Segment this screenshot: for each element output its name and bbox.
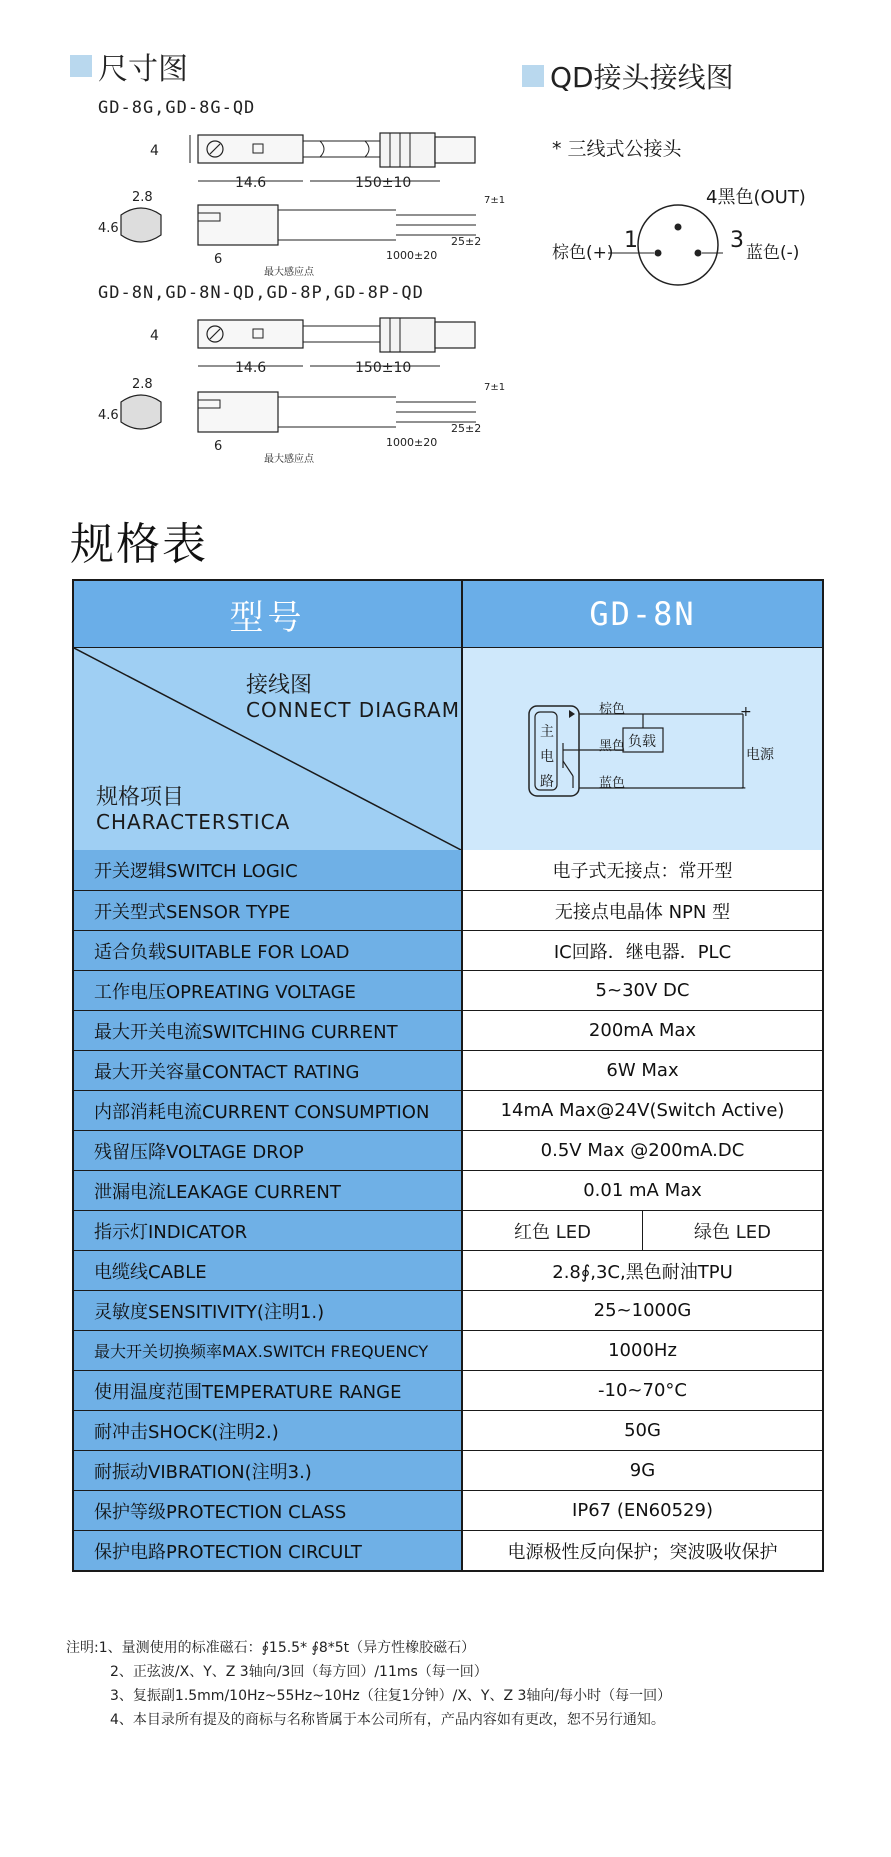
spec-title: 规格表 (70, 519, 208, 570)
dim-len-body-a: 14.6 (235, 175, 267, 191)
dim-len-body-b: 14.6 (235, 360, 267, 376)
dim-w28-a: 2.8 (132, 190, 153, 205)
dim-lead7-a: 7±1 (484, 195, 506, 206)
row-label: 开关逻辑SWITCH LOGIC (74, 850, 463, 890)
indicator-red: 红色 LED (514, 1221, 591, 1243)
row-value: IC回路．继电器．PLC (553, 941, 732, 963)
spec-header-row (74, 581, 822, 647)
table-row (74, 1410, 822, 1450)
table-row (74, 1090, 822, 1130)
qd-pin3-color-label: 蓝色(-) (746, 243, 800, 263)
header-model-value: GD-8N (463, 581, 822, 647)
table-row (74, 930, 822, 970)
row-value: 0.5V Max @200mA.DC (540, 1140, 745, 1161)
npn-circuit-diagram (523, 698, 773, 818)
row-label: 开关型式SENSOR TYPE (74, 891, 463, 930)
row-value: 2.8∮,3C,黑色耐油TPU (552, 1261, 733, 1283)
indicator-label: 指示灯INDICATOR (74, 1211, 463, 1250)
row-label: 工作电压OPREATING VOLTAGE (74, 971, 463, 1010)
circuit-main-1: 主 (540, 724, 554, 740)
row-value: 电子式无接点：常开型 (552, 861, 733, 882)
title-square-icon (522, 65, 544, 87)
table-row (74, 850, 822, 890)
circuit-black-label: 黑色 (599, 739, 626, 754)
dim-d6-a: 6 (214, 252, 223, 267)
row-label: 使用温度范围TEMPERATURE RANGE (74, 1371, 463, 1410)
row-value: -10~70°C (598, 1380, 687, 1401)
row-value: 0.01 mA Max (583, 1180, 702, 1201)
table-row (74, 1370, 822, 1410)
characteristics-cn: 规格项目 (96, 785, 185, 810)
row-value: 50G (624, 1420, 661, 1441)
dim-len-cable-a: 150±10 (355, 175, 412, 191)
row-label: 耐冲击SHOCK(注明2.) (74, 1411, 463, 1450)
sensor-b-side-drawing (96, 372, 526, 472)
qd-pin1-color-label: 棕色(+) (552, 243, 614, 263)
diagram-image-cell (463, 648, 822, 850)
model-label-b: GD-8N,GD-8N-QD,GD-8P,GD-8P-QD (98, 283, 424, 303)
table-row (74, 1170, 822, 1210)
dimension-title-text: 尺寸图 (98, 52, 188, 87)
row-value: 1000Hz (608, 1340, 677, 1361)
dim-w28-b: 2.8 (132, 377, 153, 392)
row-value: 6W Max (606, 1060, 679, 1081)
dim-max-point-b: 最大感应点 (264, 454, 314, 465)
characteristics-en: CHARACTERSTICA (96, 810, 291, 834)
dim-cable-len-b: 1000±20 (386, 436, 438, 449)
table-row (74, 1330, 822, 1370)
row-label: 保护电路PROTECTION CIRCULT (74, 1531, 463, 1570)
qd-pin1-number: 1 (624, 228, 638, 253)
row-label: 耐振动VIBRATION(注明3.) (74, 1451, 463, 1490)
qd-subtitle: * 三线式公接头 (552, 138, 682, 160)
table-row (74, 1450, 822, 1490)
sensor-a-side-drawing (96, 185, 526, 285)
table-row (74, 1490, 822, 1530)
dim-lead7-b: 7±1 (484, 382, 506, 393)
qd-title-text: QD接头接线图 (550, 61, 734, 94)
diagram-row (74, 647, 822, 850)
row-value: 5~30V DC (595, 980, 690, 1001)
table-row (74, 970, 822, 1010)
dim-len-cable-b: 150±10 (355, 360, 412, 376)
dimension-section-title (70, 44, 188, 88)
row-value: 25~1000G (593, 1300, 692, 1321)
note-4: 4、本目录所有提及的商标与名称皆属于本公司所有，产品内容如有更改，恕不另行通知。 (110, 1712, 665, 1728)
notes-block (66, 1636, 671, 1732)
table-row (74, 1290, 822, 1330)
connect-diagram-en: CONNECT DIAGRAM (246, 698, 460, 722)
row-value: 14mA Max@24V(Switch Active) (500, 1100, 785, 1121)
note-1: 注明:1、量测使用的标准磁石：∮15.5* ∮8*5t（异方性橡胶磁石） (66, 1640, 476, 1656)
row-label: 最大开关电流SWITCHING CURRENT (74, 1011, 463, 1050)
circuit-blue-label: 蓝色 (599, 776, 626, 791)
dim-h4-b: 4 (150, 328, 159, 344)
spec-table (72, 579, 824, 1572)
note-2: 2、正弦波/X、Y、Z 3轴向/3回（每方回）/11ms（每一回） (110, 1664, 488, 1680)
row-label: 最大开关容量CONTACT RATING (74, 1051, 463, 1090)
note-3: 3、复振副1.5mm/10Hz~55Hz~10Hz（往复1分钟）/X、Y、Z 3轴向/每小时（每一回） (110, 1688, 672, 1704)
dim-d6-b: 6 (214, 439, 223, 454)
dim-cable-len-a: 1000±20 (386, 249, 438, 262)
table-row (74, 1130, 822, 1170)
circuit-brown-label: 棕色 (599, 702, 626, 717)
sensor-b-top-drawing (150, 310, 510, 380)
row-label: 残留压降VOLTAGE DROP (74, 1131, 463, 1170)
row-value: 电源极性反向保护；突波吸收保护 (507, 1541, 778, 1563)
dim-lead25-a: 25±2 (451, 235, 482, 248)
qd-section-title (522, 56, 734, 96)
model-label-a: GD-8G,GD-8G-QD (98, 98, 256, 118)
qd-pin4-label: 4黑色(OUT) (706, 187, 806, 208)
row-value: 无接点电晶体 NPN 型 (554, 901, 731, 923)
qd-pin3-number: 3 (730, 228, 744, 253)
indicator-values (463, 1211, 822, 1250)
dim-h46-b: 4.6 (98, 408, 119, 423)
table-row (74, 1250, 822, 1290)
table-row (74, 1530, 822, 1570)
circuit-power-label: 电源 (746, 747, 774, 763)
row-label: 内部消耗电流CURRENT CONSUMPTION (74, 1091, 463, 1130)
row-value: 9G (629, 1460, 656, 1481)
indicator-green: 绿色 LED (642, 1211, 822, 1250)
dim-max-point-a: 最大感应点 (264, 267, 314, 278)
row-value: IP67 (EN60529) (572, 1500, 713, 1521)
dim-h46-a: 4.6 (98, 221, 119, 236)
circuit-main-2: 电 (540, 749, 554, 765)
circuit-minus-label: - (741, 780, 747, 796)
row-label: 最大开关切换频率MAX.SWITCH FREQUENCY (74, 1331, 463, 1370)
table-row (74, 1050, 822, 1090)
header-model-label: 型号 (74, 581, 463, 647)
row-label: 电缆线CABLE (74, 1251, 463, 1290)
row-label: 灵敏度SENSITIVITY(注明1.) (74, 1291, 463, 1330)
row-label: 泄漏电流LEAKAGE CURRENT (74, 1171, 463, 1210)
row-label: 保护等级PROTECTION CLASS (74, 1491, 463, 1530)
spec-rows (74, 850, 822, 1570)
circuit-main-3: 路 (540, 774, 554, 790)
table-row (74, 1010, 822, 1050)
row-label: 适合负载SUITABLE FOR LOAD (74, 931, 463, 970)
title-square-icon (70, 55, 92, 77)
dim-lead25-b: 25±2 (451, 422, 482, 435)
row-value: 200mA Max (588, 1020, 697, 1041)
circuit-plus-label: + (740, 704, 752, 720)
connect-diagram-cn: 接线图 (246, 673, 313, 698)
circuit-load-label: 负载 (628, 734, 656, 750)
indicator-row (74, 1210, 822, 1250)
dim-h4-a: 4 (150, 143, 159, 159)
diagram-label-cell (74, 648, 463, 850)
table-row (74, 890, 822, 930)
